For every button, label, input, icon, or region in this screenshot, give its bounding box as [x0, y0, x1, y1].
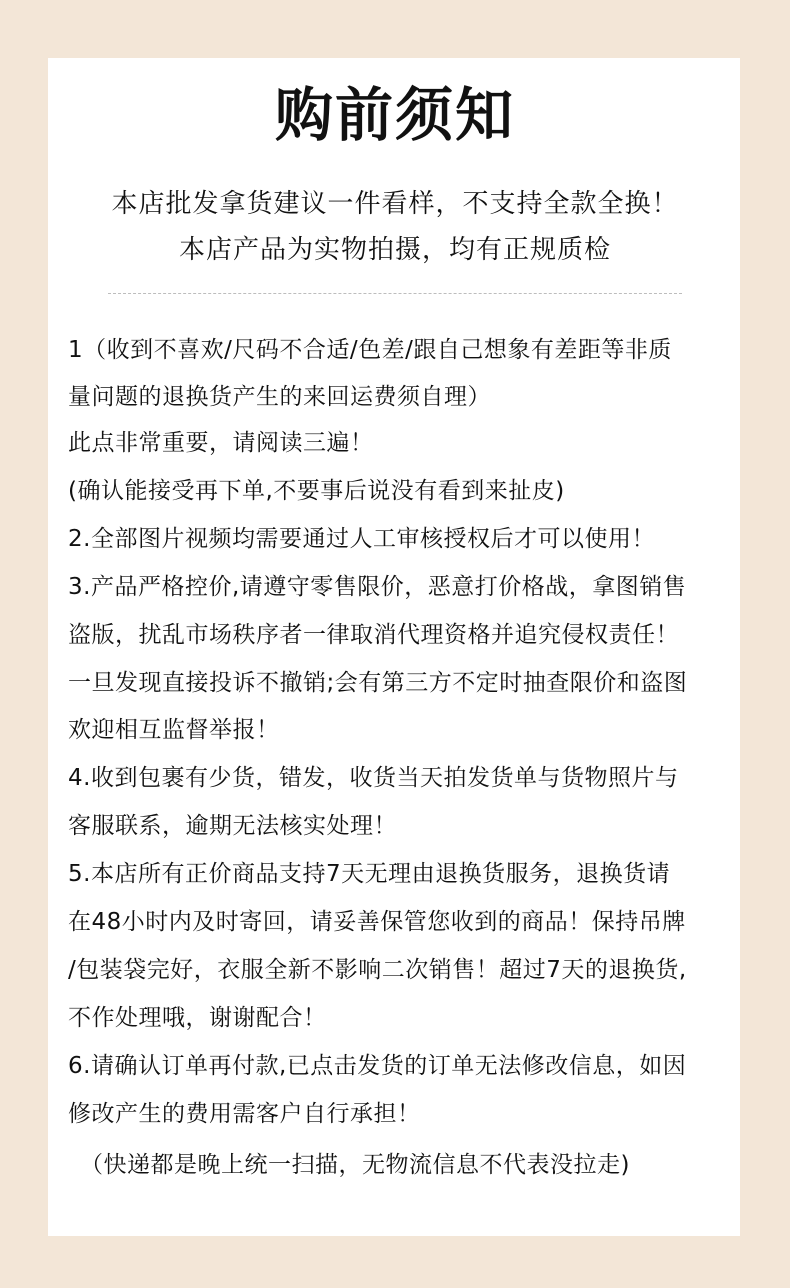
- notice-line: 此点非常重要，请阅读三遍！: [68, 430, 374, 456]
- notice-line: 客服联系，逾期无法核实处理！: [68, 813, 397, 839]
- notice-line: 1（收到不喜欢/尺码不合适/色差/跟自己想象有差距等非质: [68, 337, 672, 363]
- notice-line: 盗版，扰乱市场秩序者一律取消代理资格并追究侵权责任！: [68, 622, 679, 648]
- notice-line: 一旦发现直接投诉不撤销;会有第三方不定时抽查限价和盗图: [68, 670, 688, 696]
- notice-line: （快递都是晚上统一扫描，无物流信息不代表没拉走): [80, 1152, 630, 1178]
- page-title: 购前须知: [274, 81, 515, 149]
- notice-line: (确认能接受再下单,不要事后说没有看到来扯皮): [68, 478, 565, 504]
- notice-line: 修改产生的费用需客户自行承担！: [68, 1101, 421, 1127]
- notice-line: 3.产品严格控价,请遵守零售限价，恶意打价格战，拿图销售: [68, 574, 687, 600]
- notice-line: 不作处理哦，谢谢配合！: [68, 1005, 327, 1031]
- notice-line: 6.请确认订单再付款,已点击发货的订单无法修改信息，如因: [68, 1053, 687, 1079]
- notice-line: 5.本店所有正价商品支持7天无理由退换货服务，退换货请: [68, 861, 671, 887]
- notice-line: /包装袋完好，衣服全新不影响二次销售！超过7天的退换货,: [68, 957, 687, 983]
- subtitle-line-1: 本店批发拿货建议一件看样，不支持全款全换！: [111, 189, 679, 219]
- notice-line: 4.收到包裹有少货，错发，收货当天拍发货单与货物照片与: [68, 765, 679, 791]
- notice-line: 量问题的退换货产生的来回运费须自理）: [68, 384, 491, 410]
- dashed-divider: [108, 293, 682, 294]
- subtitle-line-2: 本店产品为实物拍摄，均有正规质检: [178, 235, 611, 265]
- notice-line: 在48小时内及时寄回，请妥善保管您收到的商品！保持吊牌: [68, 909, 686, 935]
- notice-line: 2.全部图片视频均需要通过人工审核授权后才可以使用！: [68, 526, 655, 552]
- notice-line: 欢迎相互监督举报！: [68, 717, 280, 743]
